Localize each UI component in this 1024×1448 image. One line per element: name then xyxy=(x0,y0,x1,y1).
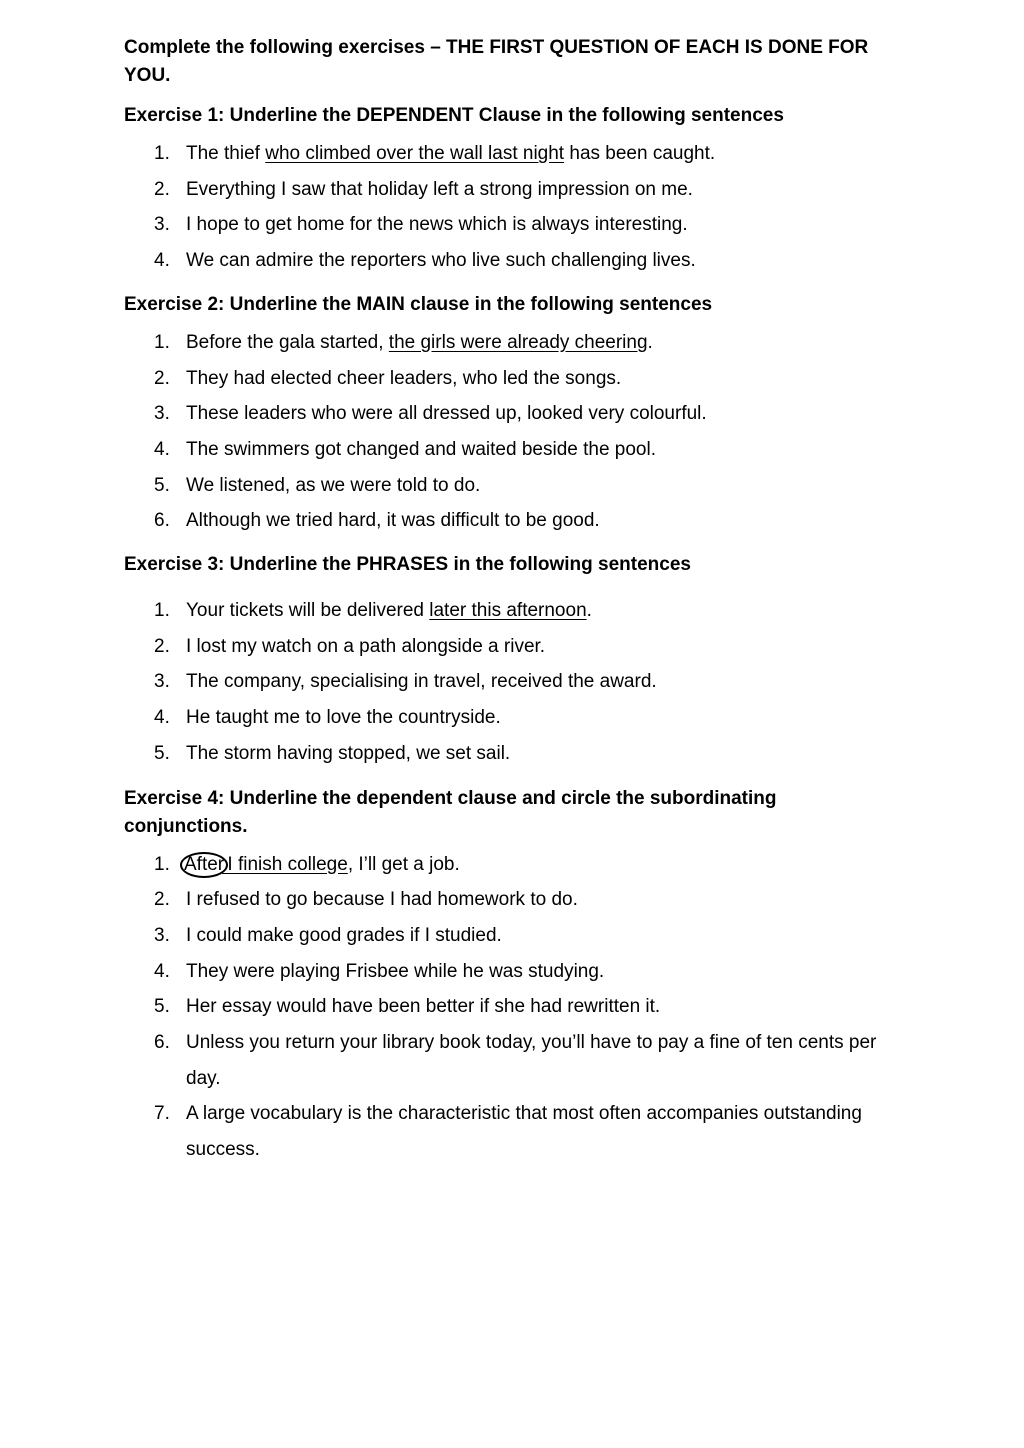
item-number: 2. xyxy=(154,635,170,657)
item-number: 4. xyxy=(154,707,170,729)
sentence-text: Unless you return your library book today, you’ll have to pay a fine of ten cents per day. xyxy=(186,1032,877,1089)
underlined-clause: who climbed over the wall last night xyxy=(265,143,565,164)
list-item xyxy=(124,700,904,736)
sentence-text: He taught me to love the countryside. xyxy=(186,707,501,729)
item-number: 4. xyxy=(154,250,170,272)
list-item xyxy=(124,172,904,208)
list-item xyxy=(124,882,904,918)
list-item xyxy=(124,989,904,1025)
sentence-list xyxy=(124,593,904,772)
list-item xyxy=(124,503,904,539)
sentence-text: A large vocabulary is the characteristic that most often accompanies outstanding success. xyxy=(186,1103,862,1161)
list-item xyxy=(124,361,904,397)
sentence-text: I lost my watch on a path alongside a river. xyxy=(186,635,546,657)
list-item xyxy=(124,207,904,243)
exercise-heading: Exercise 2: Underline the MAIN clause in the following sentences xyxy=(124,293,713,315)
sentence-text: I could make good grades if I studied. xyxy=(186,924,502,946)
list-item xyxy=(124,325,904,361)
list-item xyxy=(124,136,904,172)
underlined-phrase: later this afternoon xyxy=(429,600,587,622)
sentence-text: I refused to go because I had homework to do. xyxy=(186,889,578,911)
sentence-list xyxy=(124,847,904,1168)
list-item xyxy=(124,629,904,665)
sentence-list xyxy=(124,136,904,279)
sentence-text: Before the gala started, xyxy=(186,331,389,353)
sentence-list xyxy=(124,325,904,539)
list-item xyxy=(124,243,904,279)
item-number: 3. xyxy=(154,671,170,693)
item-number: 6. xyxy=(154,1032,170,1054)
item-number: 4. xyxy=(154,438,170,460)
item-number: 5. xyxy=(154,742,170,764)
exercise-heading: Exercise 4: Underline the dependent clause and circle the subordinating conjunctions. xyxy=(124,787,777,837)
item-number: 5. xyxy=(154,996,170,1018)
exercise-3 xyxy=(124,551,904,772)
sentence-text: . xyxy=(586,600,592,622)
sentence-text: The thief xyxy=(186,143,266,164)
sentence-text: Although we tried hard, it was difficult to be good. xyxy=(186,510,600,532)
sentence-text: , I’ll get a job. xyxy=(347,853,460,875)
sentence-text: The company, specialising in travel, received the award. xyxy=(186,671,657,693)
item-number: 2. xyxy=(154,889,170,911)
exercise-4 xyxy=(124,785,904,1168)
item-number: 1. xyxy=(154,600,170,622)
item-number: 7. xyxy=(154,1103,170,1125)
underlined-clause: I finish college xyxy=(222,853,348,875)
item-number: 1. xyxy=(154,853,170,875)
sentence-text: The storm having stopped, we set sail. xyxy=(186,742,511,764)
item-number: 4. xyxy=(154,960,170,982)
exercise-1 xyxy=(124,102,904,279)
sentence-text: . xyxy=(647,331,653,353)
sentence-text: These leaders who were all dressed up, looked very colourful. xyxy=(186,403,707,425)
underlined-clause: the girls were already cheering xyxy=(388,331,648,353)
list-item xyxy=(124,664,904,700)
sentence-text: The swimmers got changed and waited beside the pool. xyxy=(186,438,656,460)
list-item xyxy=(124,736,904,772)
item-number: 1. xyxy=(154,331,170,353)
sentence-text: Everything I saw that holiday left a strong impression on me. xyxy=(186,178,693,200)
item-number: 1. xyxy=(154,143,170,164)
item-number: 2. xyxy=(154,367,170,389)
sentence-text: has been caught. xyxy=(564,143,716,164)
sentence-text: We listened, as we were told to do. xyxy=(186,474,481,496)
list-item xyxy=(124,468,904,504)
circled-conjunction: After xyxy=(180,852,228,878)
item-number: 3. xyxy=(154,924,170,946)
sentence-text: Her essay would have been better if she had rewritten it. xyxy=(186,996,661,1018)
sentence-text: They were playing Frisbee while he was studying. xyxy=(186,960,605,982)
item-number: 3. xyxy=(154,214,170,236)
worksheet xyxy=(124,34,904,1168)
item-number: 3. xyxy=(154,403,170,425)
list-item xyxy=(124,1096,904,1167)
list-item xyxy=(124,954,904,990)
sentence-text: I hope to get home for the news which is always interesting. xyxy=(186,214,688,236)
sentence-text: We can admire the reporters who live such challenging lives. xyxy=(186,250,696,272)
exercise-2 xyxy=(124,291,904,539)
sentence-text: They had elected cheer leaders, who led the songs. xyxy=(186,367,622,389)
list-item xyxy=(124,918,904,954)
instructions: Complete the following exercises – THE FIRST QUESTION OF EACH IS DONE FOR YOU. xyxy=(124,37,869,86)
list-item xyxy=(124,432,904,468)
list-item xyxy=(124,1025,904,1096)
exercise-heading: Exercise 3: Underline the PHRASES in the following sentences xyxy=(124,554,691,576)
item-number: 6. xyxy=(154,510,170,532)
item-number: 2. xyxy=(154,178,170,200)
sentence-text: Your tickets will be delivered xyxy=(186,600,430,622)
list-item xyxy=(124,593,904,629)
list-item xyxy=(124,847,904,883)
exercise-heading: Exercise 1: Underline the DEPENDENT Clause in the following sentences xyxy=(124,105,784,126)
item-number: 5. xyxy=(154,474,170,496)
list-item xyxy=(124,396,904,432)
